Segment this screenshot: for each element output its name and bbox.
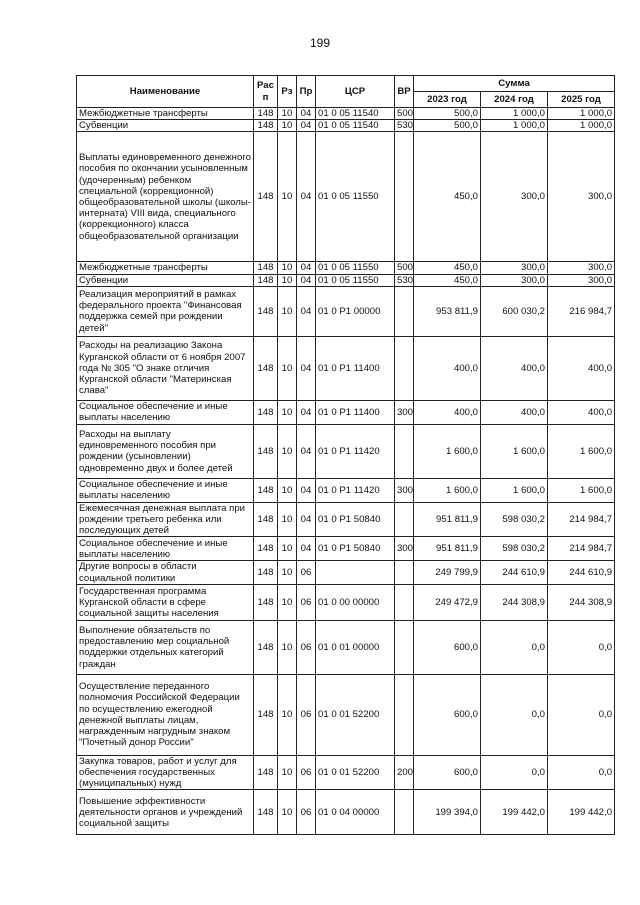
row-sum-2023: 400,0 [414, 336, 481, 400]
row-sum-2023: 450,0 [414, 132, 481, 262]
row-csr: 01 0 01 52200 [316, 674, 395, 755]
row-name: Субвенции [77, 274, 254, 286]
row-name: Социальное обеспечение и иные выплаты населению [77, 400, 254, 424]
row-csr: 01 0 05 11550 [316, 262, 395, 274]
row-rz: 10 [278, 502, 297, 537]
row-rz: 10 [278, 286, 297, 336]
row-pr: 04 [297, 502, 316, 537]
row-sum-2025: 199 442,0 [548, 790, 615, 835]
row-name: Осуществление переданного полномочия Российской Федерации по осуществлению ежегодной денежной выплаты лицам, награжденным нагрудным знаком "Почетный донор России" [77, 674, 254, 755]
row-ras: 148 [254, 262, 278, 274]
row-sum-2023: 249 472,9 [414, 584, 481, 620]
row-pr: 04 [297, 424, 316, 478]
row-rz: 10 [278, 262, 297, 274]
row-sum-2023: 500,0 [414, 108, 481, 120]
row-sum-2025: 214 984,7 [548, 537, 615, 561]
row-csr: 01 0 01 00000 [316, 620, 395, 674]
table-row [77, 120, 615, 132]
row-sum-2023: 450,0 [414, 274, 481, 286]
row-sum-2024: 0,0 [481, 674, 548, 755]
header-year-2024: 2024 год [481, 92, 548, 108]
table-body [77, 108, 615, 835]
row-sum-2024: 0,0 [481, 755, 548, 790]
row-csr: 01 0 05 11550 [316, 132, 395, 262]
row-sum-2024: 244 308,9 [481, 584, 548, 620]
row-sum-2025: 0,0 [548, 755, 615, 790]
row-sum-2025: 1 000,0 [548, 120, 615, 132]
row-sum-2024: 300,0 [481, 132, 548, 262]
row-vr [395, 584, 414, 620]
row-ras: 148 [254, 502, 278, 537]
row-sum-2025: 0,0 [548, 674, 615, 755]
row-sum-2024: 0,0 [481, 620, 548, 674]
page-number: 199 [309, 36, 331, 50]
row-csr: 01 0 P1 11420 [316, 424, 395, 478]
row-sum-2024: 598 030,2 [481, 537, 548, 561]
row-vr: 300 [395, 478, 414, 502]
row-name: Межбюджетные трансферты [77, 262, 254, 274]
row-sum-2025: 244 610,9 [548, 561, 615, 584]
table-row [77, 262, 615, 274]
row-csr: 01 0 P1 50840 [316, 537, 395, 561]
table-row [77, 336, 615, 400]
row-ras: 148 [254, 620, 278, 674]
table-header [77, 76, 615, 108]
header-csr: ЦСР [316, 76, 395, 108]
row-vr [395, 424, 414, 478]
row-sum-2023: 249 799,9 [414, 561, 481, 584]
row-name: Другие вопросы в области социальной политики [77, 561, 254, 584]
row-pr: 06 [297, 584, 316, 620]
row-rz: 10 [278, 584, 297, 620]
header-ras: Рас п [254, 76, 278, 108]
row-name: Социальное обеспечение и иные выплаты населению [77, 537, 254, 561]
row-ras: 148 [254, 755, 278, 790]
row-sum-2024: 400,0 [481, 336, 548, 400]
row-rz: 10 [278, 537, 297, 561]
row-rz: 10 [278, 561, 297, 584]
table-row [77, 424, 615, 478]
header-vr: ВР [395, 76, 414, 108]
row-vr: 200 [395, 755, 414, 790]
row-sum-2025: 1 600,0 [548, 424, 615, 478]
row-vr: 500 [395, 262, 414, 274]
row-ras: 148 [254, 537, 278, 561]
row-name: Межбюджетные трансферты [77, 108, 254, 120]
header-rz: Рз [278, 76, 297, 108]
row-name: Закупка товаров, работ и услуг для обеспечения государственных (муниципальных) нужд [77, 755, 254, 790]
row-ras: 148 [254, 120, 278, 132]
row-rz: 10 [278, 120, 297, 132]
row-ras: 148 [254, 424, 278, 478]
row-sum-2023: 1 600,0 [414, 424, 481, 478]
row-name: Расходы на выплату единовременного пособия при рождении (усыновлении) одновременно двух и более детей [77, 424, 254, 478]
row-sum-2025: 400,0 [548, 400, 615, 424]
row-rz: 10 [278, 108, 297, 120]
table-row [77, 274, 615, 286]
table-row [77, 400, 615, 424]
row-csr: 01 0 P1 00000 [316, 286, 395, 336]
table-row [77, 502, 615, 537]
row-pr: 04 [297, 132, 316, 262]
row-sum-2023: 951 811,9 [414, 537, 481, 561]
row-name: Выплаты единовременного денежного пособия по окончании усыновленным (удочеренным) ребенком специальной (коррекционной) общеобразовательной школы (школы-интерната) VIII вида, специального (коррекционного) класса общеобразовательной организации [77, 132, 254, 262]
row-pr: 06 [297, 755, 316, 790]
row-rz: 10 [278, 620, 297, 674]
header-year-2023: 2023 год [414, 92, 481, 108]
row-sum-2024: 300,0 [481, 274, 548, 286]
row-name: Государственная программа Курганской области в сфере социальной защиты населения [77, 584, 254, 620]
row-csr: 01 0 P1 11420 [316, 478, 395, 502]
row-sum-2025: 300,0 [548, 132, 615, 262]
table-row [77, 674, 615, 755]
budget-table [76, 75, 615, 835]
row-csr: 01 0 P1 11400 [316, 336, 395, 400]
row-sum-2024: 300,0 [481, 262, 548, 274]
row-pr: 04 [297, 274, 316, 286]
row-sum-2025: 244 308,9 [548, 584, 615, 620]
row-ras: 148 [254, 561, 278, 584]
row-name: Расходы на реализацию Закона Курганской области от 6 ноября 2007 года № 305 "О знаке отличия Курганской области "Материнская слава" [77, 336, 254, 400]
row-sum-2023: 400,0 [414, 400, 481, 424]
row-name: Реализация мероприятий в рамках федерального проекта "Финансовая поддержка семей при рождении детей" [77, 286, 254, 336]
header-year-2025: 2025 год [548, 92, 615, 108]
table-row [77, 561, 615, 584]
row-sum-2025: 214 984,7 [548, 502, 615, 537]
row-vr: 500 [395, 108, 414, 120]
table-row [77, 790, 615, 835]
row-vr: 530 [395, 120, 414, 132]
row-rz: 10 [278, 336, 297, 400]
row-csr: 01 0 P1 11400 [316, 400, 395, 424]
row-rz: 10 [278, 132, 297, 262]
row-sum-2025: 1 000,0 [548, 108, 615, 120]
row-csr: 01 0 05 11540 [316, 120, 395, 132]
row-vr [395, 674, 414, 755]
row-sum-2025: 300,0 [548, 274, 615, 286]
row-rz: 10 [278, 400, 297, 424]
table-row [77, 286, 615, 336]
table-row [77, 132, 615, 262]
row-sum-2024: 1 600,0 [481, 424, 548, 478]
row-ras: 148 [254, 790, 278, 835]
header-name: Наименование [77, 76, 254, 108]
header-sum: Сумма [414, 76, 615, 92]
row-sum-2025: 0,0 [548, 620, 615, 674]
row-sum-2023: 953 811,9 [414, 286, 481, 336]
row-pr: 06 [297, 561, 316, 584]
row-csr: 01 0 01 52200 [316, 755, 395, 790]
row-name: Повышение эффективности деятельности органов и учреждений социальной защиты [77, 790, 254, 835]
row-ras: 148 [254, 400, 278, 424]
table-row [77, 478, 615, 502]
row-ras: 148 [254, 336, 278, 400]
row-name: Социальное обеспечение и иные выплаты населению [77, 478, 254, 502]
row-pr: 06 [297, 620, 316, 674]
row-csr: 01 0 04 00000 [316, 790, 395, 835]
row-pr: 04 [297, 262, 316, 274]
row-ras: 148 [254, 274, 278, 286]
row-csr: 01 0 05 11540 [316, 108, 395, 120]
row-csr: 01 0 P1 50840 [316, 502, 395, 537]
table-row [77, 584, 615, 620]
row-pr: 06 [297, 674, 316, 755]
row-sum-2023: 199 394,0 [414, 790, 481, 835]
row-vr: 530 [395, 274, 414, 286]
row-vr: 300 [395, 537, 414, 561]
row-csr: 01 0 00 00000 [316, 584, 395, 620]
row-sum-2025: 1 600,0 [548, 478, 615, 502]
row-vr [395, 620, 414, 674]
row-csr [316, 561, 395, 584]
row-sum-2024: 1 000,0 [481, 108, 548, 120]
row-pr: 04 [297, 286, 316, 336]
row-ras: 148 [254, 584, 278, 620]
row-rz: 10 [278, 478, 297, 502]
row-vr [395, 502, 414, 537]
row-pr: 04 [297, 336, 316, 400]
row-ras: 148 [254, 108, 278, 120]
table-row [77, 537, 615, 561]
row-name: Ежемесячная денежная выплата при рождении третьего ребенка или последующих детей [77, 502, 254, 537]
row-sum-2023: 600,0 [414, 755, 481, 790]
row-sum-2023: 1 600,0 [414, 478, 481, 502]
row-name: Выполнение обязательств по предоставлению мер социальной поддержки отдельных категорий граждан [77, 620, 254, 674]
row-vr [395, 132, 414, 262]
row-rz: 10 [278, 274, 297, 286]
row-pr: 04 [297, 120, 316, 132]
row-sum-2024: 598 030,2 [481, 502, 548, 537]
row-sum-2024: 1 000,0 [481, 120, 548, 132]
row-ras: 148 [254, 478, 278, 502]
table-row [77, 108, 615, 120]
table-row [77, 620, 615, 674]
row-rz: 10 [278, 790, 297, 835]
row-vr [395, 336, 414, 400]
row-csr: 01 0 05 11550 [316, 274, 395, 286]
row-pr: 04 [297, 400, 316, 424]
row-vr [395, 561, 414, 584]
row-sum-2024: 1 600,0 [481, 478, 548, 502]
header-pr: Пр [297, 76, 316, 108]
row-ras: 148 [254, 286, 278, 336]
row-sum-2025: 400,0 [548, 336, 615, 400]
row-sum-2024: 199 442,0 [481, 790, 548, 835]
row-sum-2023: 600,0 [414, 620, 481, 674]
row-sum-2023: 450,0 [414, 262, 481, 274]
row-pr: 04 [297, 108, 316, 120]
row-ras: 148 [254, 674, 278, 755]
row-sum-2025: 216 984,7 [548, 286, 615, 336]
row-vr [395, 790, 414, 835]
row-sum-2025: 300,0 [548, 262, 615, 274]
row-pr: 04 [297, 537, 316, 561]
row-sum-2024: 600 030,2 [481, 286, 548, 336]
row-vr [395, 286, 414, 336]
row-name: Субвенции [77, 120, 254, 132]
row-ras: 148 [254, 132, 278, 262]
row-rz: 10 [278, 674, 297, 755]
row-pr: 04 [297, 478, 316, 502]
row-rz: 10 [278, 755, 297, 790]
row-pr: 06 [297, 790, 316, 835]
row-sum-2023: 500,0 [414, 120, 481, 132]
row-vr: 300 [395, 400, 414, 424]
row-sum-2024: 400,0 [481, 400, 548, 424]
row-sum-2023: 600,0 [414, 674, 481, 755]
row-sum-2023: 951 811,9 [414, 502, 481, 537]
table-row [77, 755, 615, 790]
row-sum-2024: 244 610,9 [481, 561, 548, 584]
row-rz: 10 [278, 424, 297, 478]
